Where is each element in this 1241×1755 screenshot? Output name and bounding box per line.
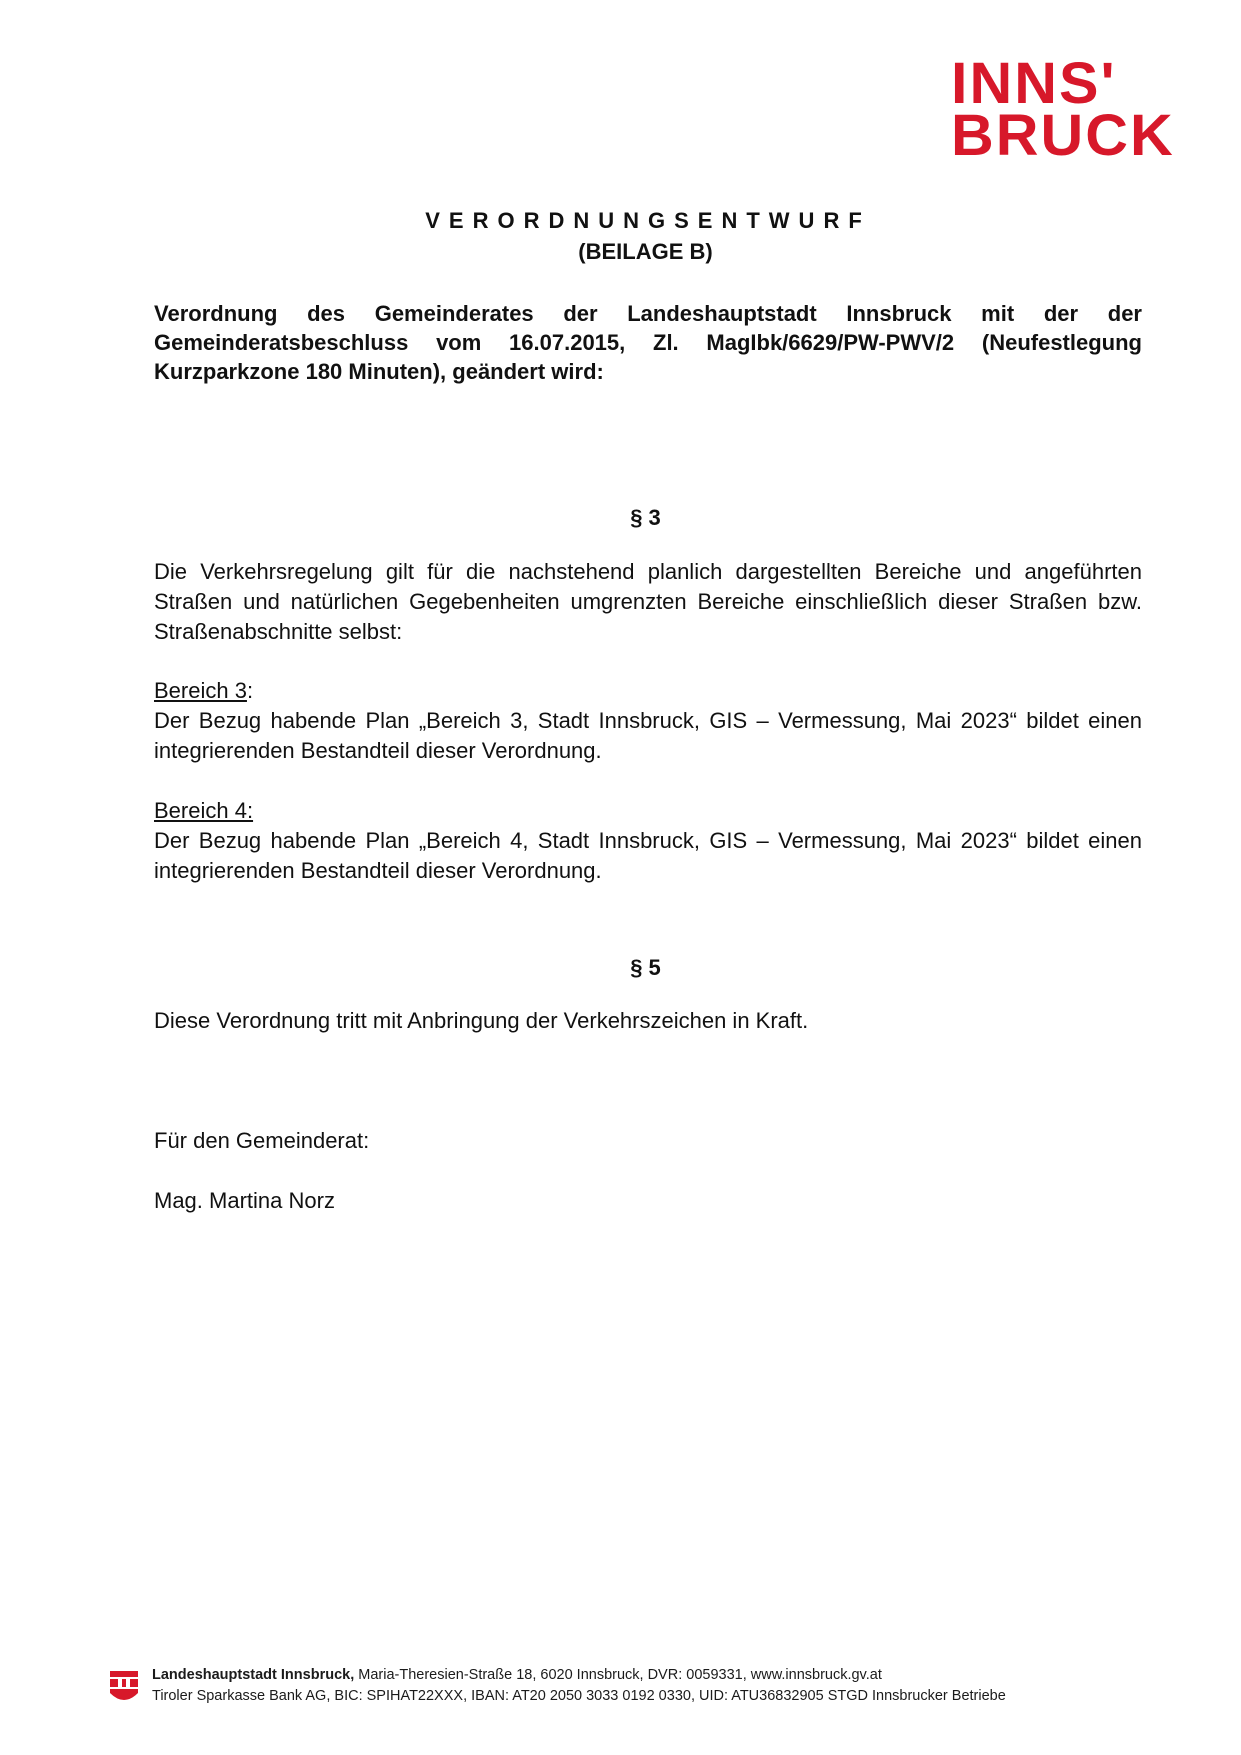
area-3-label-text: Bereich 3 [154,678,247,703]
section-5-heading: § 5 [630,955,661,980]
signature-name: Mag. Martina Norz [154,1188,335,1213]
area-3-label [154,676,253,706]
intro-paragraph: Verordnung des Gemeinderates der Landeshauptstadt Innsbruck mit der der Gemeinderatsbeschluss vom 16.07.2015, Zl. MagIbk/6629/PW-PWV/2 (Neufestlegung Kurzparkzone 180 Minuten), geändert wird: [154,301,1142,384]
signature-for: Für den Gemeinderat: [154,1128,370,1153]
city-crest-icon [108,1667,140,1705]
document-title: VERORDNUNGSENTWURF [425,208,871,233]
area-3-label-colon: : [246,678,254,703]
area-4-label: Bereich 4: [154,798,254,823]
logo-line-1: INNS' [951,51,1117,116]
footer-line-2: Tiroler Sparkasse Bank AG, BIC: SPIHAT22XXX, IBAN: AT20 2050 3033 0192 0330, UID: ATU36832905 STGD Innsbrucker Betriebe [152,1688,1006,1704]
footer-org: Landeshauptstadt Innsbruck, [152,1667,355,1683]
footer-address: Maria-Theresien-Straße 18, 6020 Innsbruck, DVR: 0059331, www.innsbruck.gv.at [354,1667,882,1683]
area-4-text: Der Bezug habende Plan „Bereich 4, Stadt Innsbruck, GIS – Vermessung, Mai 2023“ bildet einen integrierenden Bestandteil dieser Verordnung. [154,828,1142,883]
footer [108,1665,1158,1713]
footer-line-1 [152,1665,1006,1686]
area-3-text: Der Bezug habende Plan „Bereich 3, Stadt Innsbruck, GIS – Vermessung, Mai 2023“ bildet einen integrierenden Bestandteil dieser Verordnung. [154,708,1142,763]
footer-lines [152,1665,1006,1707]
logo-line-2: BRUCK [951,103,1175,168]
section-5-text: Diese Verordnung tritt mit Anbringung der Verkehrszeichen in Kraft. [154,1008,809,1033]
document-subtitle: (BEILAGE B) [578,239,713,264]
section-3-heading: § 3 [630,505,661,530]
section-3-text: Die Verkehrsregelung gilt für die nachstehend planlich dargestellten Bereiche und angeführten Straßen und natürlichen Gegebenheiten umgrenzten Bereiche einschließlich dieser Straßen bzw. Straßenabschnitte selbst: [154,559,1142,644]
innsbruck-logo [951,51,1183,168]
